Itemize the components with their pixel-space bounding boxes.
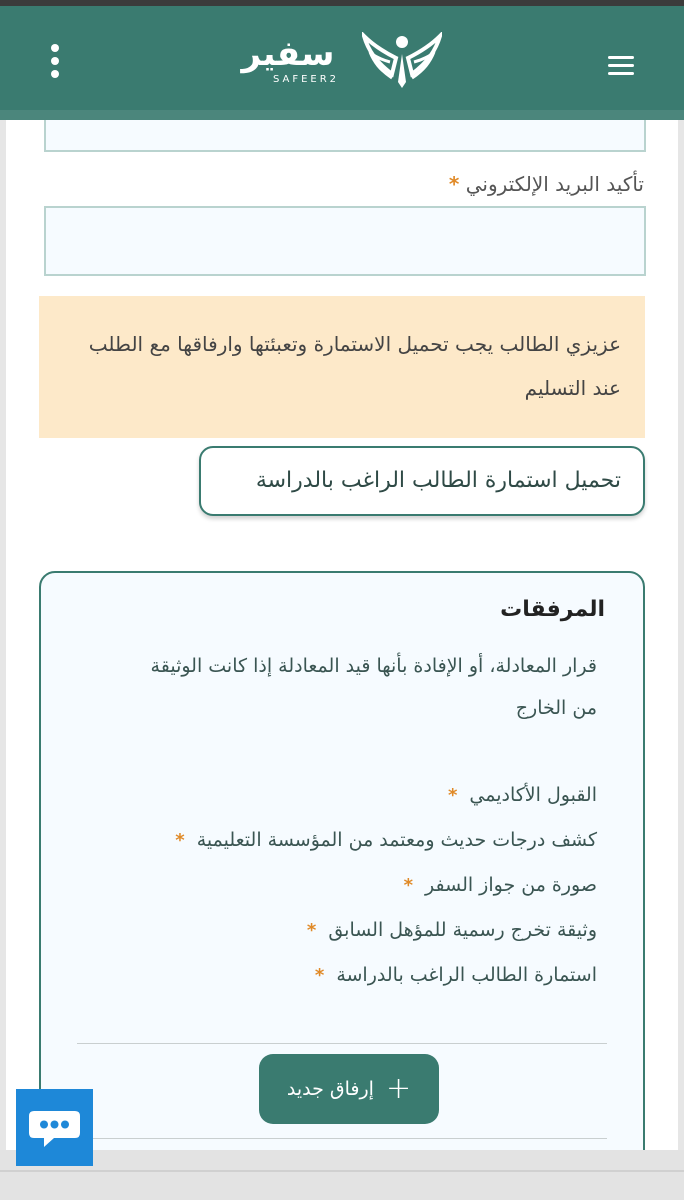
vertical-dots-icon[interactable] [40, 42, 70, 82]
new-attachment-label: إرفاق جديد [286, 1078, 374, 1100]
confirm-email-field[interactable] [44, 206, 646, 276]
divider [77, 1138, 607, 1139]
plus-icon: + [385, 1071, 412, 1106]
header-shadow [0, 110, 684, 120]
list-item [77, 863, 597, 908]
wings-emblem-icon [362, 32, 442, 92]
hamburger-menu-icon[interactable] [602, 50, 638, 80]
chat-bubble-icon [16, 1089, 93, 1166]
form-notice: عزيزي الطالب يجب تحميل الاستمارة وتعبئتها وارفاقها مع الطلب عند التسليم [39, 296, 645, 438]
attachment-label: صورة من جواز السفر [425, 874, 597, 896]
chat-support-button[interactable] [16, 1089, 93, 1166]
attachments-card [39, 571, 645, 1150]
safeer-logo[interactable] [236, 28, 452, 98]
required-star: * [403, 875, 414, 896]
list-item [77, 773, 597, 818]
required-star: * [314, 965, 325, 986]
required-star: * [306, 920, 317, 941]
list-item [77, 818, 597, 863]
attachment-label: القبول الأكاديمي [469, 784, 597, 806]
divider [77, 1043, 607, 1044]
attachment-label: وثيقة تخرج رسمية للمؤهل السابق [328, 919, 597, 941]
confirm-email-label [449, 172, 644, 196]
required-star: * [175, 830, 185, 851]
logo-english-text: SAFEER2 [272, 74, 340, 85]
new-attachment-button[interactable] [259, 1054, 439, 1124]
previous-field-bottom[interactable] [44, 120, 646, 152]
browser-bottom-bar [0, 1150, 684, 1200]
required-star: * [447, 785, 458, 806]
form-page [6, 120, 678, 1150]
attachment-label: استمارة الطالب الراغب بالدراسة [336, 964, 597, 986]
confirm-email-label-text: تأكيد البريد الإلكتروني [465, 172, 644, 196]
download-form-button[interactable]: تحميل استمارة الطالب الراغب بالدراسة [199, 446, 645, 516]
attachments-title: المرفقات [500, 597, 605, 622]
attachments-list [77, 773, 597, 998]
logo-arabic-text: سفير [241, 34, 335, 74]
app-header [0, 6, 684, 110]
list-item [77, 953, 597, 998]
list-item [77, 908, 597, 953]
attachments-intro: قرار المعادلة، أو الإفادة بأنها قيد المعادلة إذا كانت الوثيقة من الخارج [150, 655, 597, 719]
attachment-label: كشف درجات حديث ومعتمد من المؤسسة التعليمية [196, 829, 597, 851]
bottom-divider [0, 1170, 684, 1172]
required-star: * [448, 172, 460, 196]
